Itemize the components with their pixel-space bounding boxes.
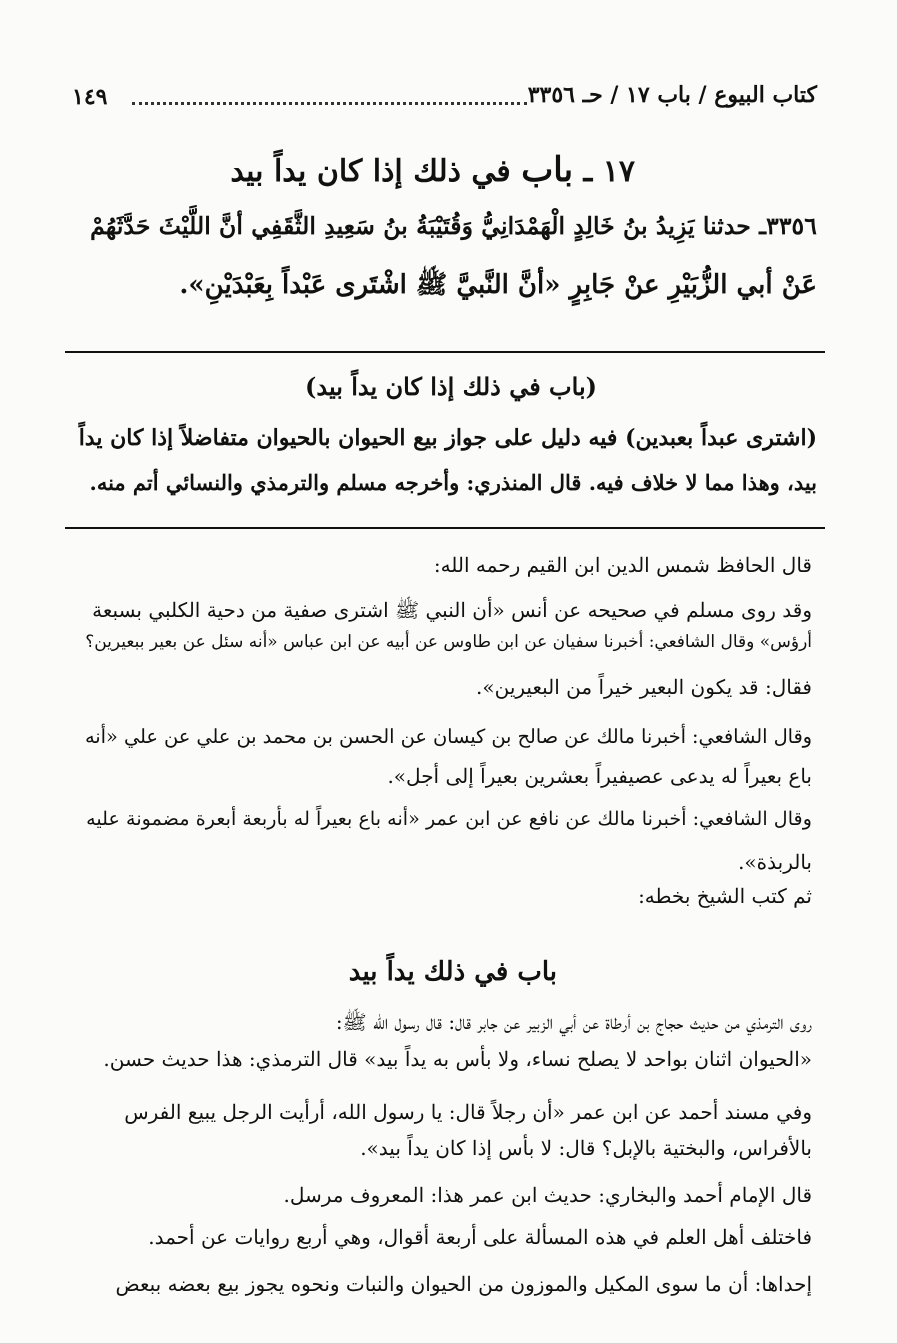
commentary-heading: (باب في ذلك إذا كان يداً بيد) xyxy=(305,372,597,401)
ibn-qayyim-line-6: باع بعيراً له يدعى عصيفيراً بعشرين بعيراً إلى أجل». xyxy=(387,764,812,788)
hadith-line-2: عَنْ أبي الزُّبَيْرِ عنْ جَابِرٍ «أنَّ النَّبيَّ ﷺ اشْتَرى عَبْداً بِعَبْدَيْنِ». xyxy=(179,270,817,300)
sub-section-line-6: فاختلف أهل العلم في هذه المسألة على أربعة أقوال، وهي أربع روايات عن أحمد. xyxy=(148,1225,812,1249)
page-number: ١٤٩ xyxy=(72,84,108,110)
ibn-qayyim-line-1: قال الحافظ شمس الدين ابن القيم رحمه الله: xyxy=(433,553,812,577)
running-head-title: كتاب البيوع / باب ١٧ / حـ ٣٣٥٦ xyxy=(527,82,817,108)
sub-section-line-3: وفي مسند أحمد عن ابن عمر «أن رجلاً قال: يا رسول الله، أرأيت الرجل يبيع الفرس xyxy=(124,1100,812,1124)
chapter-number: ١٧ ـ xyxy=(583,154,635,189)
sub-section-line-7: إحداها: أن ما سوى المكيل والموزون من الحيوان والنبات ونحوه يجوز بيع بعضه ببعض xyxy=(115,1272,812,1296)
ibn-qayyim-line-8: بالربذة». xyxy=(738,850,812,874)
ibn-qayyim-line-4: فقال: قد يكون البعير خيراً من البعيرين». xyxy=(476,675,812,699)
ibn-qayyim-line-5: وقال الشافعي: أخبرنا مالك عن صالح بن كيسان عن الحسن بن محمد بن علي عن علي «أنه xyxy=(84,725,812,748)
sub-section-line-1: روى الترمذي من حديث حجاج بن أرطاة عن أبي الزبير عن جابر قال: قال رسول الله ﷺ: xyxy=(335,1010,812,1034)
sub-section-line-2: «الحيوان اثنان بواحد لا يصلح نساء، ولا بأس به يداً بيد» قال الترمذي: هذا حديث حسن. xyxy=(103,1047,812,1071)
commentary-line-1: (اشترى عبداً بعبدين) فيه دليل على جواز بيع الحيوان بالحيوان متفاضلاً إذا كان يداً xyxy=(78,425,817,451)
sub-section-heading: باب في ذلك يداً بيد xyxy=(348,957,557,987)
commentary-line-2: بيد، وهذا مما لا خلاف فيه. قال المنذري: وأخرجه مسلم والترمذي والنسائي أتم منه. xyxy=(89,470,817,495)
hadith-line-1: ٣٣٥٦ـ حدثنا يَزِيدُ بنُ خَالِدٍ الْهَمْدَانِيُّ وَقُتَيْبَةُ بنُ سَعِيدِ الثَّقَفِي أنَّ اللَّيْثَ حَدَّثَهُمْ xyxy=(90,212,817,240)
divider-bottom xyxy=(65,527,825,529)
divider-top xyxy=(65,351,825,353)
ibn-qayyim-line-7: وقال الشافعي: أخبرنا مالك عن نافع عن ابن عمر «أنه باع بعيراً له بأربعة أبعرة مضمونة عليه xyxy=(86,807,812,830)
chapter-heading xyxy=(230,150,635,190)
ibn-qayyim-line-3: أرؤس» وقال الشافعي: أخبرنا سفيان عن ابن طاوس عن أبيه عن ابن عباس «أنه سئل عن بعير ببعيرين؟ xyxy=(85,632,812,652)
running-head xyxy=(72,82,817,122)
chapter-title: في ذلك إذا كان يداً بيد xyxy=(230,154,511,189)
leader-dots xyxy=(132,102,527,105)
ibn-qayyim-line-9: ثم كتب الشيخ بخطه: xyxy=(638,884,812,908)
ibn-qayyim-line-2: وقد روى مسلم في صحيحه عن أنس «أن النبي ﷺ اشترى صفية من دحية الكلبي بسبعة xyxy=(92,598,812,622)
sub-section-line-4: بالأفراس، والبختية بالإبل؟ قال: لا بأس إذا كان يداً بيد». xyxy=(360,1136,812,1160)
sub-section-line-5: قال الإمام أحمد والبخاري: حديث ابن عمر هذا: المعروف مرسل. xyxy=(283,1183,812,1207)
chapter-bab-word: باب xyxy=(521,150,574,190)
